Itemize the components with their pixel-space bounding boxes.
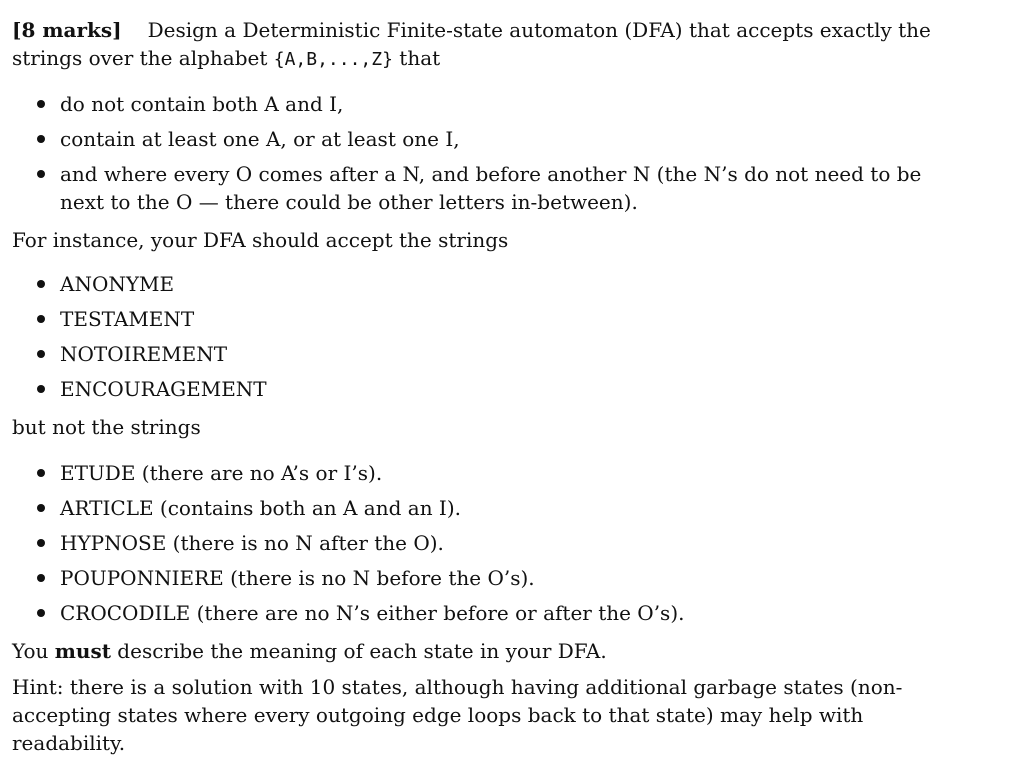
- alphabet-set: {A,B,...,Z}: [273, 49, 393, 70]
- accept-intro: For instance, your DFA should accept the strings: [12, 228, 509, 252]
- intro-text: Design a Deterministic Finite-state automaton (DFA) that accepts exactly the strings over the alphabet: [12, 18, 931, 70]
- accepted-string: TESTAMENT: [60, 307, 195, 331]
- must-emphasis: must: [54, 639, 111, 663]
- list-item: [12, 459, 932, 487]
- list-item: [12, 599, 932, 627]
- bullet-icon: [37, 315, 45, 323]
- list-item: [12, 160, 932, 216]
- rejected-string: POUPONNIERE (there is no N before the O’s).: [60, 566, 535, 590]
- list-item: [12, 494, 932, 522]
- bullet-icon: [37, 135, 45, 143]
- bullet-icon: [37, 280, 45, 288]
- marks-label: [8 marks]: [12, 18, 122, 42]
- list-item: [12, 529, 932, 557]
- rejected-string: ETUDE (there are no A’s or I’s).: [60, 461, 383, 485]
- rejected-string: ARTICLE (contains both an A and an I).: [60, 496, 461, 520]
- accepted-string: ANONYME: [60, 272, 175, 296]
- bullet-icon: [37, 100, 45, 108]
- list-item: [12, 270, 932, 298]
- hint-text: Hint: there is a solution with 10 states, although having additional garbage states (non-accepting states where every outgoing edge loops back to that state) may help with readability.: [12, 675, 903, 755]
- rejected-string: CROCODILE (there are no N’s either before or after the O’s).: [60, 601, 685, 625]
- list-item: [12, 340, 932, 368]
- bullet-icon: [37, 469, 45, 477]
- accepted-string: ENCOURAGEMENT: [60, 377, 267, 401]
- rejected-strings-list: [12, 459, 932, 627]
- bullet-icon: [37, 350, 45, 358]
- intro-tail: that: [392, 46, 441, 70]
- requirement-text: contain at least one A, or at least one I,: [60, 127, 460, 151]
- must-prefix: You: [12, 639, 55, 663]
- bullet-icon: [37, 170, 45, 178]
- bullet-icon: [37, 574, 45, 582]
- must-instruction: [12, 637, 932, 665]
- requirements-list: [12, 90, 932, 216]
- list-item: [12, 564, 932, 592]
- list-item: [12, 375, 932, 403]
- bullet-icon: [37, 539, 45, 547]
- bullet-icon: [37, 385, 45, 393]
- question-intro: [12, 16, 932, 74]
- list-item: [12, 90, 932, 118]
- list-item: [12, 305, 932, 333]
- question-page: [12, 16, 932, 757]
- must-suffix: describe the meaning of each state in your DFA.: [110, 639, 607, 663]
- accepted-string: NOTOIREMENT: [60, 342, 228, 366]
- bullet-icon: [37, 504, 45, 512]
- accepted-strings-list: [12, 270, 932, 403]
- rejected-string: HYPNOSE (there is no N after the O).: [60, 531, 444, 555]
- bullet-icon: [37, 609, 45, 617]
- reject-intro: but not the strings: [12, 415, 201, 439]
- list-item: [12, 125, 932, 153]
- requirement-text: and where every O comes after a N, and before another N (the N’s do not need to be next to the O — there could be other letters in-between).: [60, 162, 922, 214]
- requirement-text: do not contain both A and I,: [60, 92, 344, 116]
